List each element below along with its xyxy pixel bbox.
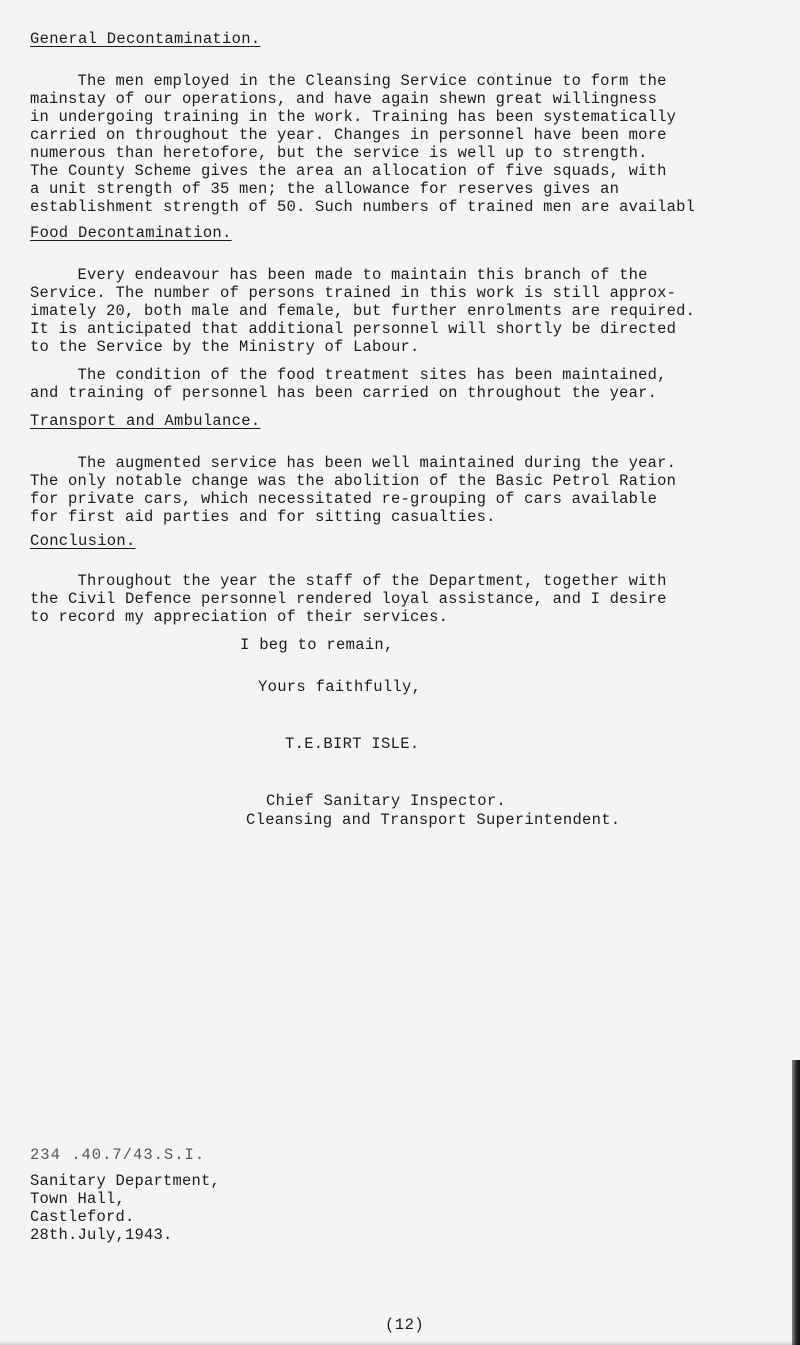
signoff-title-2: Cleansing and Transport Superintendent.: [246, 811, 621, 829]
scan-edge-shadow: [792, 1060, 800, 1345]
paragraph-transport-ambulance: The augmented service has been well maintained during the year. The only notable change was the abolition of the Basic Petrol Ration for private cars, which necessitated re-grouping of cars available for first aid parties and for sitting casualties.: [30, 454, 677, 526]
heading-general-decontamination: General Decontamination.: [30, 30, 261, 48]
heading-food-decontamination: Food Decontamination.: [30, 224, 232, 242]
paragraph-food-decontamination-1: Every endeavour has been made to maintain this branch of the Service. The number of persons trained in this work is still approx- imately 20, both male and female, but further enrolments are required. It is anticipated that additional personnel will shortly be directed to the Service by the Ministry of Labour.: [30, 266, 696, 356]
footer-address-line-3: Castleford.: [30, 1208, 135, 1226]
footer-address-block: [30, 1146, 220, 1244]
footer-address-line-2: Town Hall,: [30, 1190, 126, 1208]
footer-address-line-1: Sanitary Department,: [30, 1172, 221, 1190]
footer-reference: 234 .40.7/43.S.I.: [30, 1146, 206, 1164]
heading-transport-ambulance: Transport and Ambulance.: [30, 412, 261, 430]
signoff-remain: I beg to remain,: [240, 636, 394, 654]
page-number: (12): [385, 1316, 425, 1334]
signoff-name: T.E.BIRT ISLE.: [285, 735, 420, 753]
signoff-closing: Yours faithfully,: [258, 678, 422, 696]
footer-date: 28th.July,1943.: [30, 1226, 173, 1244]
signoff-title-1: Chief Sanitary Inspector.: [266, 792, 507, 810]
heading-conclusion: Conclusion.: [30, 532, 136, 550]
scan-bottom-shadow: [0, 1341, 800, 1345]
paragraph-food-decontamination-2: The condition of the food treatment sites has been maintained, and training of personnel has been carried on throughout the year.: [30, 366, 667, 402]
paragraph-general-decontamination: The men employed in the Cleansing Service continue to form the mainstay of our operations, and have again shewn great willingness in undergoing training in the work. Training has been systematically carried on throughout the year. Changes in personnel have been more numerous than heretofore, but the service is well up to strength. The County Scheme gives the area an allocation of five squads, with a unit strength of 35 men; the allowance for reserves gives an establishment strength of 50. Such numbers of trained men are availabl: [30, 72, 696, 216]
paragraph-conclusion: Throughout the year the staff of the Department, together with the Civil Defence personnel rendered loyal assistance, and I desire to record my appreciation of their services.: [30, 572, 667, 626]
